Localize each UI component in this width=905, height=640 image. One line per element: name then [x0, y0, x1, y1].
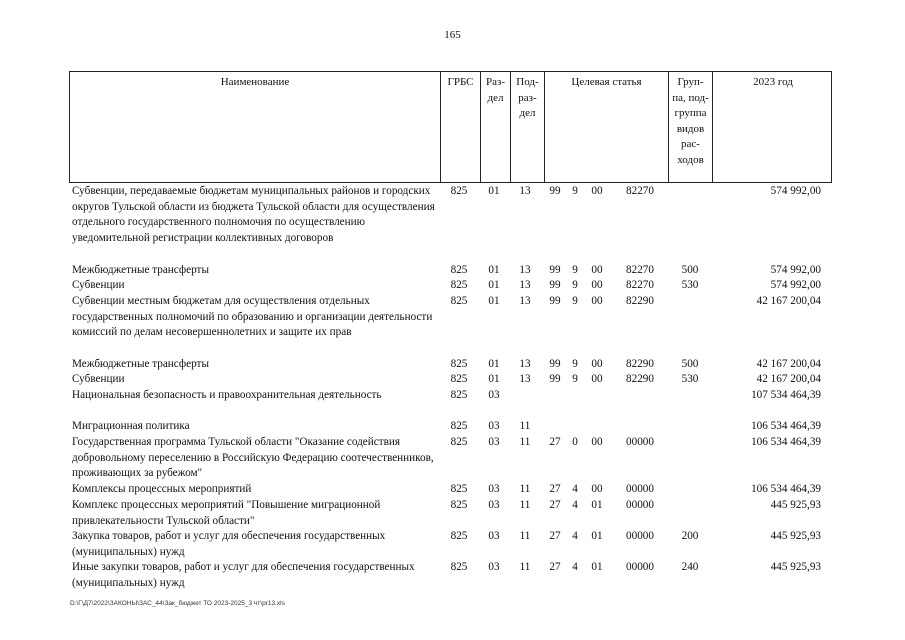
cell-t1: 27 [549, 483, 561, 495]
cell-amount: 42 167 200,04 [756, 358, 821, 370]
cell-t2: 9 [572, 185, 578, 197]
cell-razdel: 03 [488, 483, 500, 495]
cell-grbs: 825 [450, 436, 468, 448]
header-name: Наименование [220, 76, 290, 88]
cell-t1: 99 [549, 185, 561, 197]
cell-amount: 42 167 200,04 [756, 373, 821, 385]
cell-name: Межбюджетные трансферты [72, 358, 209, 370]
cell-t4: 82290 [626, 373, 654, 385]
cell-razdel: 03 [488, 530, 500, 542]
cell-t4: 00000 [626, 499, 654, 511]
cell-grbs: 825 [450, 358, 468, 370]
cell-razdel: 03 [488, 420, 500, 432]
cell-name: Субвенции местным бюджетам для осуществления отдельных государственных полномочий по образованию и организации деятельности комиссий по делам несовершеннолетних и защите их прав [72, 295, 433, 339]
cell-t3: 00 [591, 436, 603, 448]
cell-t1: 27 [549, 499, 561, 511]
cell-razdel: 01 [488, 358, 500, 370]
header-expense-type: Груп- па, под- группа видов рас- ходов [668, 72, 712, 182]
cell-t3: 00 [591, 185, 603, 197]
cell-amount: 107 534 464,39 [751, 389, 821, 401]
cell-t1: 27 [549, 530, 561, 542]
cell-t2: 0 [572, 436, 578, 448]
cell-name: Комплекс процессных мероприятий "Повышение миграционной привлекательности Тульской области" [72, 499, 381, 527]
cell-t1: 99 [549, 373, 561, 385]
cell-t3: 00 [591, 279, 603, 291]
cell-t1: 99 [549, 295, 561, 307]
cell-t1: 27 [549, 436, 561, 448]
cell-amount: 42 167 200,04 [756, 295, 821, 307]
header-target-article: Целевая статья [544, 72, 668, 182]
cell-t4: 82270 [626, 264, 654, 276]
cell-t4: 82290 [626, 358, 654, 370]
cell-name: Комплексы процессных мероприятий [72, 483, 252, 495]
table-header [69, 71, 832, 183]
cell-amount: 445 925,93 [770, 499, 821, 511]
cell-t2: 4 [572, 483, 578, 495]
cell-amount: 574 992,00 [770, 185, 821, 197]
cell-podrazdel: 11 [519, 420, 531, 432]
cell-t2: 4 [572, 530, 578, 542]
cell-grbs: 825 [450, 373, 468, 385]
cell-amount: 106 534 464,39 [751, 483, 821, 495]
cell-podrazdel: 11 [519, 499, 531, 511]
file-path-footer: D:\Г\Д7\2022\ЗАКОНЫ\ЗАС_44\Зак_бюджет ТО 2023-2025_3 чт\pr13.xls [70, 600, 285, 607]
cell-t4: 82290 [626, 295, 654, 307]
header-podrazdel: Под- раз- дел [510, 72, 544, 182]
cell-grbs: 825 [450, 185, 468, 197]
cell-razdel: 03 [488, 499, 500, 511]
header-razdel: Раз- дел [480, 72, 510, 182]
cell-name: Государственная программа Тульской области "Оказание содействия добровольному переселению в Российскую Федерацию соотечественников, проживающих за рубежом" [72, 436, 434, 480]
cell-grbs: 825 [450, 389, 468, 401]
cell-podrazdel: 13 [519, 279, 531, 291]
cell-razdel: 03 [488, 436, 500, 448]
cell-t2: 4 [572, 561, 578, 573]
cell-t4: 82270 [626, 279, 654, 291]
page-number: 165 [444, 29, 461, 41]
cell-razdel: 01 [488, 295, 500, 307]
cell-grbs: 825 [450, 483, 468, 495]
cell-razdel: 03 [488, 561, 500, 573]
cell-grbs: 825 [450, 499, 468, 511]
cell-t2: 9 [572, 295, 578, 307]
cell-name: Национальная безопасность и правоохранительная деятельность [72, 389, 382, 401]
cell-podrazdel: 11 [519, 483, 531, 495]
cell-amount: 574 992,00 [770, 264, 821, 276]
cell-t4: 00000 [626, 530, 654, 542]
cell-name: Закупка товаров, работ и услуг для обеспечения государственных (муниципальных) нужд [72, 530, 386, 558]
cell-amount: 106 534 464,39 [751, 436, 821, 448]
cell-grbs: 825 [450, 420, 468, 432]
cell-razdel: 01 [488, 373, 500, 385]
cell-t3: 01 [591, 499, 603, 511]
cell-podrazdel: 13 [519, 373, 531, 385]
cell-t4: 82270 [626, 185, 654, 197]
cell-t3: 00 [591, 264, 603, 276]
cell-t2: 4 [572, 499, 578, 511]
cell-name: Межбюджетные трансферты [72, 264, 209, 276]
cell-t1: 99 [549, 358, 561, 370]
cell-t2: 9 [572, 358, 578, 370]
cell-grbs: 825 [450, 295, 468, 307]
cell-t4: 00000 [626, 561, 654, 573]
cell-podrazdel: 11 [519, 436, 531, 448]
cell-t4: 00000 [626, 483, 654, 495]
cell-t3: 00 [591, 483, 603, 495]
budget-table [69, 71, 832, 589]
cell-t3: 00 [591, 373, 603, 385]
cell-razdel: 01 [488, 279, 500, 291]
cell-name: Субвенции [72, 279, 125, 291]
cell-vr: 240 [681, 561, 699, 573]
cell-t3: 00 [591, 358, 603, 370]
cell-amount: 574 992,00 [770, 279, 821, 291]
cell-grbs: 825 [450, 264, 468, 276]
cell-grbs: 825 [450, 279, 468, 291]
cell-razdel: 01 [488, 264, 500, 276]
cell-t3: 01 [591, 530, 603, 542]
cell-vr: 530 [681, 279, 699, 291]
cell-podrazdel: 13 [519, 264, 531, 276]
cell-podrazdel: 13 [519, 358, 531, 370]
cell-razdel: 03 [488, 389, 500, 401]
cell-grbs: 825 [450, 530, 468, 542]
cell-name: Иные закупки товаров, работ и услуг для обеспечения государственных (муниципальных) нужд [72, 561, 415, 589]
cell-grbs: 825 [450, 561, 468, 573]
cell-t2: 9 [572, 264, 578, 276]
header-year: 2023 год [712, 72, 833, 182]
cell-podrazdel: 13 [519, 295, 531, 307]
cell-name: Миграционная политика [72, 420, 190, 432]
cell-t1: 99 [549, 279, 561, 291]
cell-t2: 9 [572, 373, 578, 385]
cell-t2: 9 [572, 279, 578, 291]
cell-t1: 27 [549, 561, 561, 573]
cell-vr: 530 [681, 373, 699, 385]
cell-name: Субвенции, передаваемые бюджетам муниципальных районов и городских округов Тульской области из бюджета Тульской области для осуществления отдельного государственного полномочия по осуществлению уведомительной регистрации коллективных договоров [72, 185, 435, 244]
cell-name: Субвенции [72, 373, 125, 385]
cell-t4: 00000 [626, 436, 654, 448]
cell-amount: 106 534 464,39 [751, 420, 821, 432]
cell-t3: 00 [591, 295, 603, 307]
cell-vr: 200 [681, 530, 699, 542]
cell-amount: 445 925,93 [770, 561, 821, 573]
cell-vr: 500 [681, 264, 699, 276]
cell-podrazdel: 11 [519, 561, 531, 573]
cell-podrazdel: 11 [519, 530, 531, 542]
cell-t3: 01 [591, 561, 603, 573]
header-grbs: ГРБС [440, 72, 480, 182]
cell-vr: 500 [681, 358, 699, 370]
cell-podrazdel: 13 [519, 185, 531, 197]
cell-t1: 99 [549, 264, 561, 276]
cell-amount: 445 925,93 [770, 530, 821, 542]
cell-razdel: 01 [488, 185, 500, 197]
